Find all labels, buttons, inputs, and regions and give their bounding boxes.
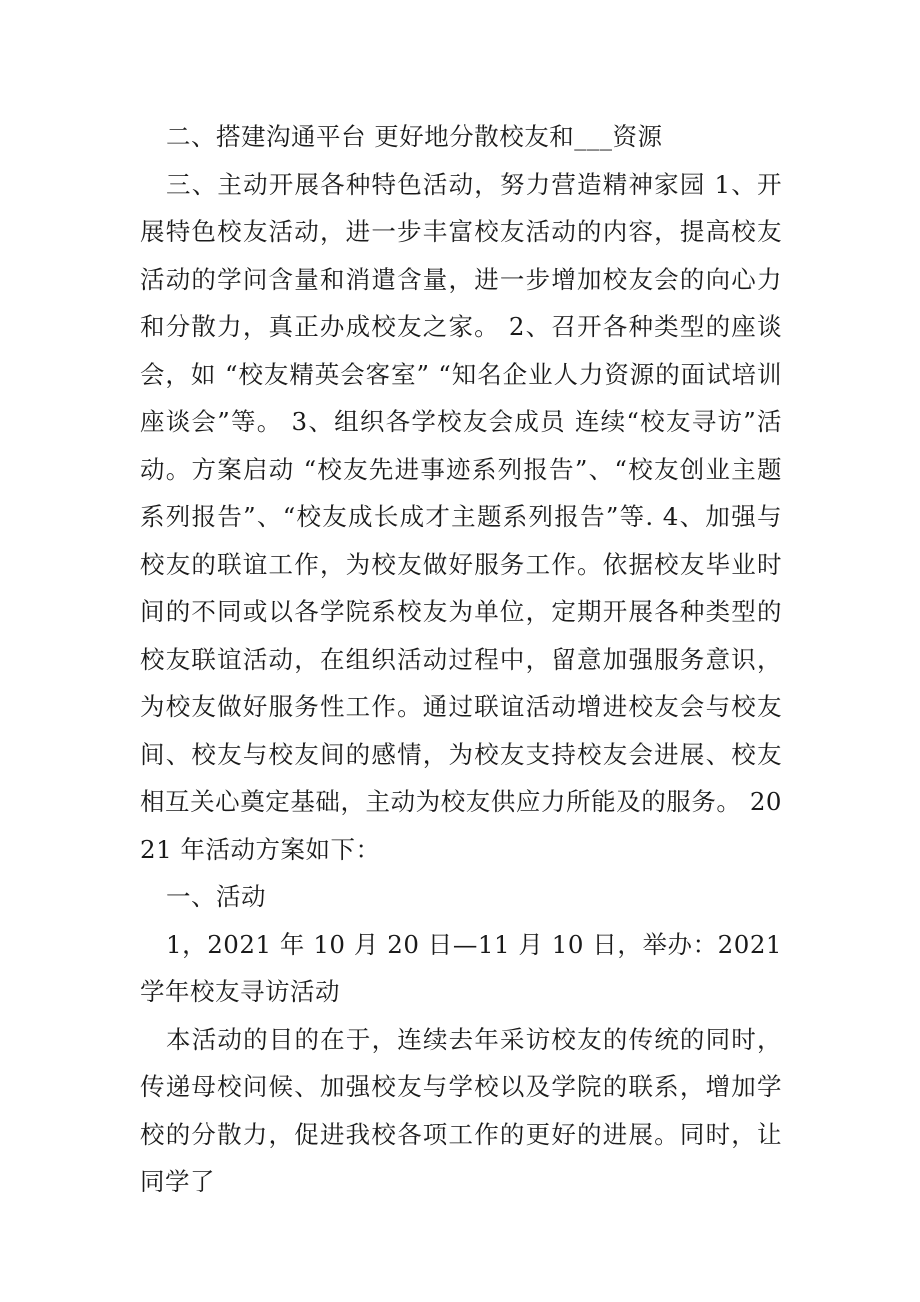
activity-item-one: 1，2021 年 10 月 20 日—11 月 10 日，举办：2021 学年校友寻访活动 bbox=[140, 929, 782, 1006]
activity-heading: 一、活动 bbox=[166, 882, 266, 911]
document-body bbox=[140, 113, 782, 1206]
section-three-paragraph: 三、主动开展各种特色活动，努力营造精神家园 1、开展特色校友活动，进一步丰富校友活动的内容，提高校友活动的学问含量和消遣含量，进一步增加校友会的向心力和分散力，真正办成校友之家。 2、召开各种类型的座谈会，如 “校友精英会客室” “知名企业人力资源的面试培训座谈会”等。 3、组织各学校友会成员 连续“校友寻访”活动。方案启动 “校友先进事迹系列报告”、“校友创业主题系列报告”、“校友成长成才主题系列报告”等. 4、加强与校友的联谊工作，为校友做好服务工作。依据校友毕业时间的不同或以各学院系校友为单位，定期开展各种类型的校友联谊活动，在组织活动过程中，留意加强服务意识，为校友做好服务性工作。通过联谊活动增进校友会与校友间、校友与校友间的感情，为校友支持校友会进展、校友相互关心奠定基础，主动为校友供应力所能及的服务。 2021 年活动方案如下： bbox=[140, 169, 782, 864]
section-two-heading: 二、搭建沟通平台 更好地分散校友和___资源 bbox=[166, 122, 663, 151]
activity-purpose-paragraph: 本活动的目的在于，连续去年采访校友的传统的同时，传递母校问候、加强校友与学校以及学院的联系，增加学校的分散力，促进我校各项工作的更好的进展。同时，让同学了 bbox=[140, 1024, 782, 1196]
